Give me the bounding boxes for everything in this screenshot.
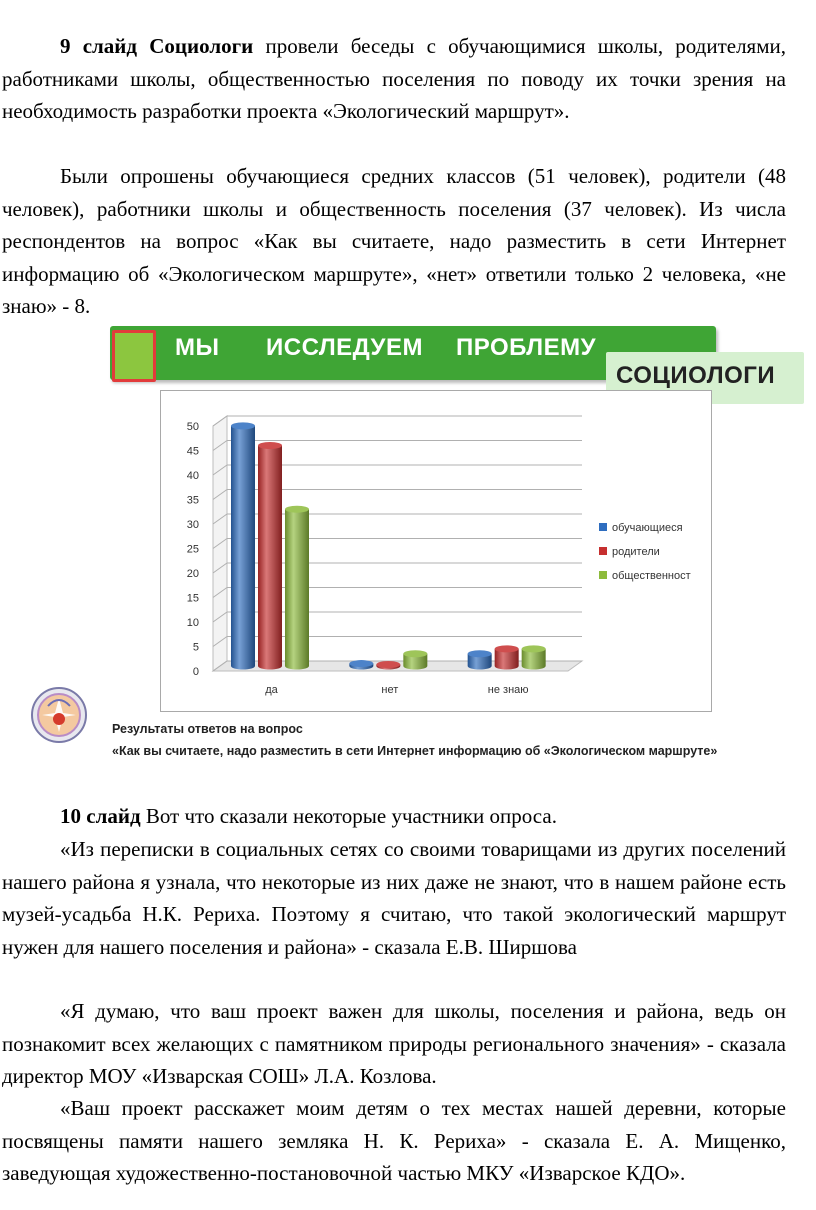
bar-обучающиеся: [231, 426, 255, 670]
y-tick-label: 35: [186, 494, 199, 507]
legend-label: родители: [612, 546, 660, 558]
bar-top-обучающиеся: [231, 422, 255, 429]
slide-image: [0, 318, 816, 778]
quote-kozlova: «Я думаю, что ваш проект важен для школы, поселения и района, ведь он познакомит всех желающих с памятником природы регионального значения» - сказала директор МОУ «Изварская СОШ» Л.А. Козлова.: [2, 999, 786, 1088]
bar-top-общественност: [522, 645, 546, 652]
header-word-3: ПРОБЛЕМУ: [456, 334, 597, 361]
slide-9-heading: 9 слайд Социологи: [60, 34, 254, 58]
bar-chart: [161, 391, 711, 711]
bar-top-обучающиеся: [349, 660, 373, 667]
legend-swatch: [599, 547, 607, 555]
y-tick-label: 50: [186, 421, 199, 433]
y-tick-label: 10: [186, 617, 199, 629]
y-tick-label: 30: [186, 519, 199, 531]
y-tick-label: 5: [192, 641, 199, 654]
y-tick-label: 15: [186, 592, 199, 605]
bar-top-обучающиеся: [468, 650, 492, 657]
bar-top-родители: [258, 442, 282, 449]
quote-mishchenko: «Ваш проект расскажет моим детям о тех местах нашей деревни, которые посвящены памяти нашего земляка Н. К. Рериха» - сказала Е. А. Мищенко, заведующая художественно-постановочной частью МКУ «Изварское КДО».: [2, 1096, 786, 1185]
legend-swatch: [599, 523, 607, 531]
y-tick-label: 40: [186, 470, 199, 482]
header-word-1: МЫ: [175, 334, 220, 361]
paragraph-survey: Были опрошены обучающиеся средних классов (51 человек), родители (48 человек), работники школы и общественность поселения (37 человек). Из числа респондентов на вопрос «Как вы считаете, надо разместить в сети Интернет информацию об «Экологическом маршруте», «нет» ответили только 2 человека, «не знаю» - 8.: [2, 164, 786, 318]
quote-shirshova: «Из переписки в социальных сетях со своими товарищами из других поселений нашего района я узнала, что некоторые из них даже не знают, что в нашем районе есть музей-усадьба Н.К. Рериха. Поэтому я считаю, что такой экологический маршрут нужен для нашего поселения и района» - сказала Е.В. Ширшова: [2, 837, 786, 959]
x-category-label: не знаю: [487, 684, 529, 696]
bar-родители: [258, 446, 282, 670]
slide-10-text: Вот что сказали некоторые участники опроса.: [140, 804, 557, 828]
chart-caption-line-2: «Как вы считаете, надо разместить в сети Интернет информацию об «Экологическом маршруте»: [112, 744, 718, 758]
bar-top-общественност: [285, 506, 309, 513]
x-category-label: нет: [381, 684, 399, 696]
y-tick-label: 45: [186, 445, 199, 458]
y-tick-label: 25: [186, 543, 199, 556]
chart-frame: [160, 390, 712, 712]
y-tick-label: 0: [192, 666, 199, 678]
y-tick-label: 20: [186, 568, 199, 580]
x-category-label: да: [265, 684, 278, 696]
bar-общественност: [285, 509, 309, 669]
bar-top-родители: [495, 645, 519, 652]
bar-top-общественност: [403, 650, 427, 657]
slide-header-square: [112, 330, 156, 382]
chart-caption-line-1: Результаты ответов на вопрос: [112, 722, 303, 736]
header-word-2: ИССЛЕДУЕМ: [266, 334, 423, 361]
slide-9-text: провели беседы с обучающимися школы, родителями, работниками школы, общественностью поселения по поводу их точки зрения на необходимость разработки проекта «Экологический маршрут».: [2, 34, 786, 123]
badge-label: СОЦИОЛОГИ: [616, 362, 776, 389]
paragraph-slide-10: [2, 800, 786, 833]
legend-swatch: [599, 571, 607, 579]
slide-10-heading: 10 слайд: [60, 804, 141, 828]
paragraph-slide-9: [2, 30, 786, 128]
emblem-icon: [30, 686, 88, 744]
legend-label: обучающиеся: [612, 522, 683, 534]
bar-top-родители: [376, 661, 400, 668]
legend-label: общественност: [612, 570, 691, 582]
